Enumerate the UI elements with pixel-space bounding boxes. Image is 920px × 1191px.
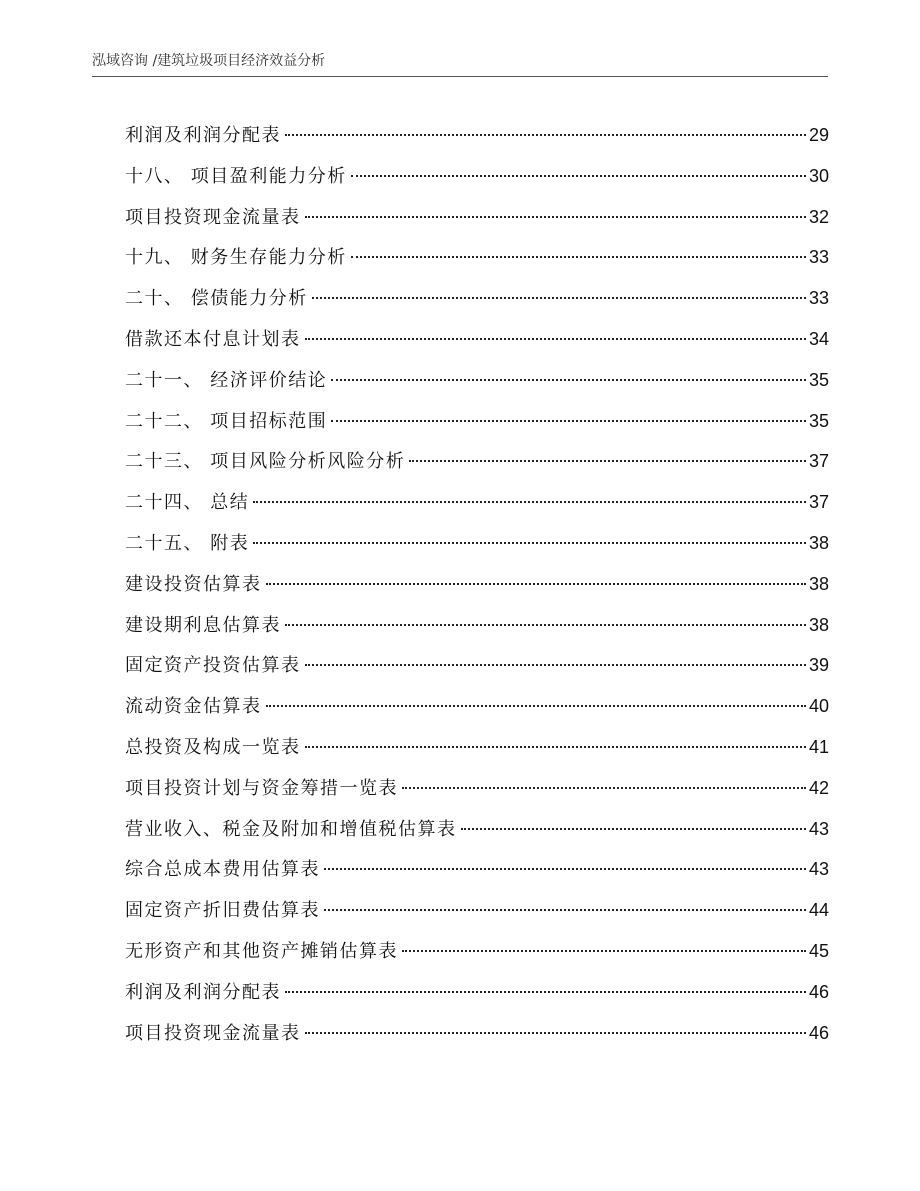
toc-entry-page[interactable]: 38 — [808, 573, 829, 594]
toc-entry-title[interactable]: 项目投资现金流量表 — [125, 206, 301, 228]
toc-entry-title[interactable]: 总投资及构成一览表 — [125, 736, 301, 758]
toc-entry-title[interactable]: 营业收入、税金及附加和增值税估算表 — [125, 818, 457, 840]
toc-dot-leader — [324, 909, 806, 911]
toc-dot-leader — [305, 216, 806, 218]
toc-entry[interactable] — [125, 281, 829, 322]
page-header — [92, 50, 828, 77]
toc-entry[interactable] — [125, 567, 829, 608]
toc-entry-title[interactable]: 流动资金估算表 — [125, 696, 262, 718]
toc-entry-page[interactable]: 37 — [808, 492, 829, 513]
toc-entry-page[interactable]: 38 — [808, 614, 829, 635]
toc-entry-page[interactable]: 43 — [808, 818, 829, 839]
toc-entry-title[interactable]: 固定资产折旧费估算表 — [125, 900, 320, 922]
toc-entry-page[interactable]: 38 — [808, 532, 829, 553]
toc-dot-leader — [285, 991, 806, 993]
toc-dot-leader — [305, 1032, 806, 1034]
toc-entry-page[interactable]: 42 — [808, 777, 829, 798]
toc-entry-title[interactable]: 无形资产和其他资产摊销估算表 — [125, 940, 398, 962]
toc-dot-leader — [285, 134, 806, 136]
toc-entry-page[interactable]: 32 — [808, 206, 829, 227]
toc-dot-leader — [253, 501, 806, 503]
toc-entry-title[interactable]: 二十三、 项目风险分析风险分析 — [125, 451, 406, 473]
toc-entry-page[interactable]: 45 — [808, 940, 829, 961]
toc-entry-title[interactable]: 项目投资现金流量表 — [125, 1022, 301, 1044]
toc-entry-page[interactable]: 44 — [808, 900, 829, 921]
toc-entry-page[interactable]: 29 — [808, 125, 829, 145]
toc-entry-title[interactable]: 利润及利润分配表 — [125, 981, 281, 1003]
toc-entry-title[interactable]: 十九、 财务生存能力分析 — [125, 247, 347, 269]
toc-entry-title[interactable]: 二十、 偿债能力分析 — [125, 288, 308, 310]
toc-entry-title[interactable]: 二十五、 附表 — [125, 532, 250, 554]
toc-entry[interactable] — [125, 608, 829, 649]
toc-entry-title[interactable]: 项目投资计划与资金筹措一览表 — [125, 777, 398, 799]
toc-entry-title[interactable]: 综合总成本费用估算表 — [125, 859, 320, 881]
toc-dot-leader — [351, 175, 806, 177]
toc-entry[interactable] — [125, 363, 829, 404]
toc-entry-title[interactable]: 借款还本付息计划表 — [125, 328, 301, 350]
toc-dot-leader — [266, 583, 806, 585]
toc-entry-title[interactable]: 建设期利息估算表 — [125, 614, 281, 636]
toc-dot-leader — [402, 950, 806, 952]
toc-entry[interactable] — [125, 159, 829, 200]
toc-entry-page[interactable]: 43 — [808, 859, 829, 880]
toc-entry-title[interactable]: 建设投资估算表 — [125, 573, 262, 595]
table-of-contents — [125, 118, 829, 1056]
toc-dot-leader — [312, 297, 806, 299]
toc-entry-page[interactable]: 35 — [808, 369, 829, 390]
toc-dot-leader — [305, 664, 806, 666]
toc-dot-leader — [331, 379, 806, 381]
toc-entry-title[interactable]: 利润及利润分配表 — [125, 125, 281, 146]
toc-entry[interactable] — [125, 118, 829, 159]
toc-dot-leader — [305, 338, 806, 340]
toc-entry[interactable] — [125, 322, 829, 363]
toc-dot-leader — [331, 420, 806, 422]
toc-entry-page[interactable]: 37 — [808, 451, 829, 472]
toc-entry-page[interactable]: 46 — [808, 981, 829, 1002]
toc-entry[interactable] — [125, 444, 829, 485]
toc-entry-page[interactable]: 46 — [808, 1022, 829, 1043]
toc-dot-leader — [305, 746, 806, 748]
toc-entry[interactable] — [125, 648, 829, 689]
toc-dot-leader — [266, 705, 806, 707]
toc-dot-leader — [409, 460, 806, 462]
toc-entry-page[interactable]: 33 — [808, 247, 829, 268]
toc-entry[interactable] — [125, 404, 829, 445]
toc-entry[interactable] — [125, 975, 829, 1016]
toc-entry-page[interactable]: 35 — [808, 410, 829, 431]
toc-entry[interactable] — [125, 852, 829, 893]
toc-entry[interactable] — [125, 812, 829, 853]
toc-entry[interactable] — [125, 526, 829, 567]
toc-entry[interactable] — [125, 893, 829, 934]
toc-entry[interactable] — [125, 689, 829, 730]
toc-entry[interactable] — [125, 771, 829, 812]
header-text: 泓域咨询 /建筑垃圾项目经济效益分析 — [92, 53, 326, 69]
toc-entry-page[interactable]: 34 — [808, 328, 829, 349]
toc-dot-leader — [351, 256, 806, 258]
toc-entry-page[interactable]: 33 — [808, 288, 829, 309]
toc-entry[interactable] — [125, 934, 829, 975]
toc-entry[interactable] — [125, 240, 829, 281]
toc-entry-title[interactable]: 二十二、 项目招标范围 — [125, 410, 328, 432]
toc-entry-title[interactable]: 二十一、 经济评价结论 — [125, 369, 328, 391]
toc-dot-leader — [402, 787, 806, 789]
toc-entry[interactable] — [125, 730, 829, 771]
toc-dot-leader — [324, 868, 806, 870]
toc-entry[interactable] — [125, 485, 829, 526]
toc-entry-title[interactable]: 二十四、 总结 — [125, 492, 250, 514]
toc-entry[interactable] — [125, 200, 829, 241]
toc-entry-page[interactable]: 41 — [808, 736, 829, 757]
toc-dot-leader — [461, 828, 806, 830]
toc-entry-title[interactable]: 十八、 项目盈利能力分析 — [125, 165, 347, 187]
toc-entry-page[interactable]: 40 — [808, 696, 829, 717]
toc-dot-leader — [253, 542, 806, 544]
toc-entry-page[interactable]: 39 — [808, 655, 829, 676]
toc-entry-title[interactable]: 固定资产投资估算表 — [125, 655, 301, 677]
toc-entry[interactable] — [125, 1016, 829, 1057]
toc-entry-page[interactable]: 30 — [808, 165, 829, 186]
toc-dot-leader — [285, 624, 806, 626]
